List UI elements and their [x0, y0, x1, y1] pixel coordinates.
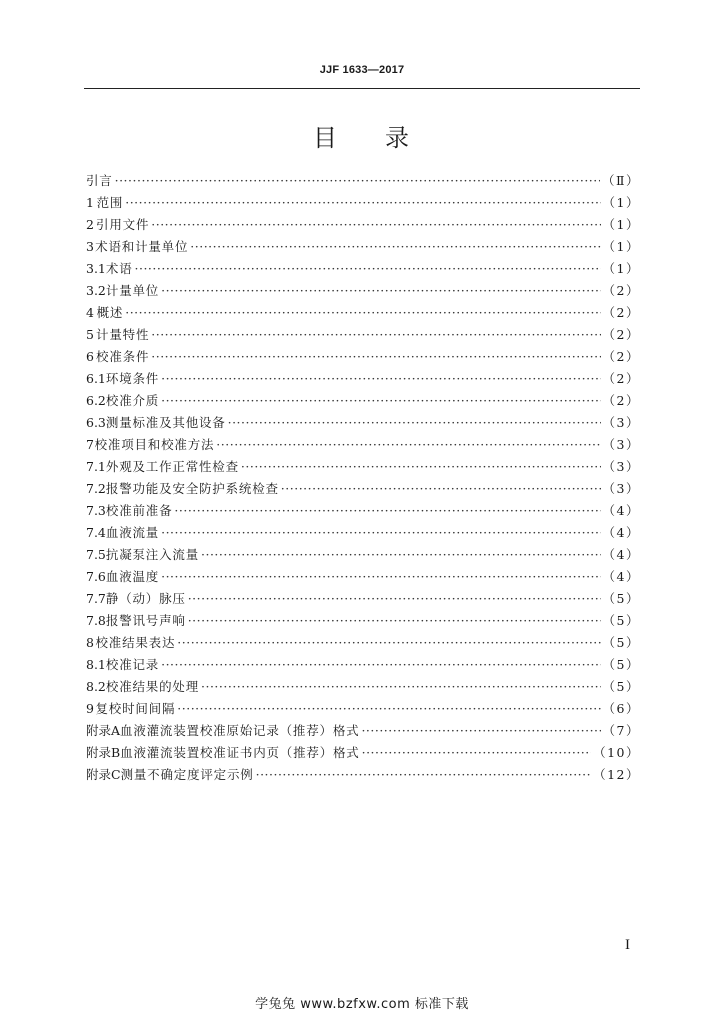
- toc-dot-leader: [228, 412, 601, 434]
- toc-dot-leader: [151, 346, 600, 368]
- toc-entry-label: 引言: [86, 173, 113, 188]
- toc-entry-page: （3）: [602, 437, 640, 452]
- toc-entry-number: 7.6: [86, 569, 106, 584]
- toc-entry[interactable]: [86, 632, 640, 654]
- toc-entry[interactable]: [86, 390, 640, 412]
- toc-entry-number: 附录A: [86, 723, 121, 738]
- toc-entry-number: 8.1: [86, 657, 106, 672]
- toc-entry-number: 6.1: [86, 371, 106, 386]
- toc-entry-label: 校准结果的处理: [105, 679, 199, 694]
- toc-dot-leader: [201, 676, 601, 698]
- toc-entry-page: （5）: [602, 679, 640, 694]
- toc-entry-page: （3）: [602, 481, 640, 496]
- toc-dot-leader: [361, 720, 600, 742]
- toc-entry[interactable]: [86, 588, 640, 610]
- header-rule: [84, 88, 640, 89]
- toc-entry-label: 校准结果表达: [95, 635, 176, 650]
- toc-entry[interactable]: [86, 720, 640, 742]
- toc-entry-page: （3）: [602, 459, 640, 474]
- toc-entry-page: （1）: [602, 195, 640, 210]
- toc-entry-number: 6.2: [86, 393, 106, 408]
- toc-entry-number: 1: [86, 195, 94, 210]
- toc-entry-number: 4: [86, 305, 94, 320]
- toc-entry-page: （7）: [602, 723, 640, 738]
- toc-entry-number: 附录B: [86, 745, 121, 760]
- toc-entry-label: 术语: [105, 261, 133, 276]
- toc-entry-label: 环境条件: [105, 371, 160, 386]
- toc-dot-leader: [151, 214, 600, 236]
- toc-entry-page: （10）: [593, 745, 640, 760]
- toc-entry-page: （Ⅱ）: [602, 173, 640, 188]
- toc-entry-label: 术语和计量单位: [95, 239, 189, 254]
- toc-entry-page: （1）: [602, 217, 640, 232]
- toc-entry-page: （2）: [602, 393, 640, 408]
- toc-entry-page: （1）: [602, 239, 640, 254]
- toc-entry[interactable]: [86, 764, 640, 786]
- toc-entry-page: （1）: [602, 261, 640, 276]
- toc-entry-number: 3: [86, 239, 94, 254]
- toc-dot-leader: [151, 324, 600, 346]
- toc-entry-label: 计量单位: [105, 283, 160, 298]
- toc-dot-leader: [177, 698, 600, 720]
- toc-entry-number: 6: [86, 349, 94, 364]
- toc-entry-page: （4）: [602, 569, 640, 584]
- toc-entry-page: （4）: [602, 503, 640, 518]
- toc-entry-number: 6.3: [86, 415, 106, 430]
- toc-dot-leader: [115, 170, 600, 192]
- toc-dot-leader: [281, 478, 601, 500]
- toc-entry-label: 血液流量: [105, 525, 160, 540]
- toc-entry-page: （6）: [602, 701, 640, 716]
- toc-dot-leader: [135, 258, 601, 280]
- toc-entry[interactable]: [86, 258, 640, 280]
- toc-entry[interactable]: [86, 478, 640, 500]
- toc-entry-label: 校准记录: [105, 657, 160, 672]
- toc-entry[interactable]: [86, 610, 640, 632]
- toc-entry-number: 7.8: [86, 613, 106, 628]
- toc-entry-page: （12）: [593, 767, 640, 782]
- toc-dot-leader: [362, 742, 592, 764]
- toc-entry-number: 3.1: [86, 261, 106, 276]
- toc-entry-page: （5）: [602, 591, 640, 606]
- toc-entry-number: 3.2: [86, 283, 106, 298]
- toc-entry-label: 概述: [96, 305, 124, 320]
- toc-entry-page: （4）: [602, 525, 640, 540]
- toc-entry-number: 7.5: [86, 547, 106, 562]
- toc-entry[interactable]: [86, 544, 640, 566]
- toc-entry-number: 8.2: [86, 679, 106, 694]
- toc-entry[interactable]: [86, 676, 640, 698]
- toc-entry[interactable]: [86, 236, 640, 258]
- table-of-contents: [86, 170, 640, 786]
- toc-entry[interactable]: [86, 698, 640, 720]
- toc-entry[interactable]: [86, 654, 640, 676]
- toc-entry[interactable]: [86, 456, 640, 478]
- toc-entry-page: （2）: [602, 283, 640, 298]
- toc-entry-number: 7.2: [86, 481, 106, 496]
- toc-entry-page: （4）: [602, 547, 640, 562]
- toc-entry-label: 复校时间间隔: [95, 701, 176, 716]
- toc-entry[interactable]: [86, 412, 640, 434]
- toc-entry-number: 7.1: [86, 459, 106, 474]
- toc-dot-leader: [241, 456, 601, 478]
- toc-entry-label: 外观及工作正常性检查: [105, 459, 239, 474]
- toc-entry-label: 范围: [96, 195, 124, 210]
- page-number: I: [625, 937, 630, 953]
- toc-entry[interactable]: [86, 500, 640, 522]
- toc-entry-page: （5）: [602, 613, 640, 628]
- toc-entry[interactable]: [86, 214, 640, 236]
- page-title-part2: 录: [385, 124, 411, 152]
- toc-entry-number: 7.4: [86, 525, 106, 540]
- toc-entry[interactable]: [86, 566, 640, 588]
- toc-entry-label: 测量不确定度评定示例: [120, 767, 254, 782]
- toc-entry[interactable]: [86, 324, 640, 346]
- toc-entry-label: 静（动）脉压: [105, 591, 186, 606]
- standard-code-header: JJF 1633—2017: [319, 64, 405, 76]
- toc-entry-label: 血液灌流装置校准证书内页（推荐）格式: [120, 745, 360, 760]
- toc-entry[interactable]: [86, 742, 640, 764]
- toc-dot-leader: [161, 522, 600, 544]
- toc-dot-leader: [174, 500, 600, 522]
- toc-entry-label: 测量标准及其他设备: [105, 415, 226, 430]
- toc-entry[interactable]: [86, 434, 640, 456]
- toc-entry-number: 2: [86, 217, 94, 232]
- toc-entry-number: 7.3: [86, 503, 106, 518]
- toc-dot-leader: [177, 632, 600, 654]
- toc-entry-number: 附录C: [86, 767, 121, 782]
- toc-entry[interactable]: [86, 192, 640, 214]
- toc-dot-leader: [161, 654, 600, 676]
- toc-entry[interactable]: [86, 302, 640, 324]
- toc-dot-leader: [201, 544, 601, 566]
- page-title-part1: 目: [313, 124, 339, 152]
- toc-entry[interactable]: [86, 522, 640, 544]
- toc-dot-leader: [188, 588, 601, 610]
- toc-entry-page: （2）: [602, 371, 640, 386]
- toc-entry-page: （2）: [602, 327, 640, 342]
- toc-entry-page: （5）: [602, 635, 640, 650]
- toc-entry-page: （5）: [602, 657, 640, 672]
- toc-entry-label: 计量特性: [96, 327, 150, 342]
- toc-dot-leader: [125, 192, 600, 214]
- toc-entry-label: 校准条件: [96, 349, 150, 364]
- toc-dot-leader: [161, 280, 600, 302]
- toc-dot-leader: [161, 566, 600, 588]
- toc-entry-label: 校准介质: [105, 393, 160, 408]
- toc-entry-number: 7: [86, 437, 94, 452]
- toc-dot-leader: [190, 236, 600, 258]
- toc-entry[interactable]: [86, 346, 640, 368]
- toc-entry[interactable]: [86, 280, 640, 302]
- toc-entry-number: 7.7: [86, 591, 106, 606]
- page-title: [0, 118, 724, 153]
- toc-entry[interactable]: [86, 368, 640, 390]
- toc-dot-leader: [161, 368, 600, 390]
- footer-watermark-text: 学兔兔 www.bzfxw.com 标准下载: [255, 997, 469, 1012]
- toc-entry-label: 报警讯号声响: [105, 613, 186, 628]
- toc-entry-label: 校准项目和校准方法: [94, 437, 215, 452]
- toc-dot-leader: [161, 390, 600, 412]
- toc-dot-leader: [216, 434, 600, 456]
- toc-entry[interactable]: [86, 170, 640, 192]
- toc-dot-leader: [125, 302, 600, 324]
- toc-dot-leader: [256, 764, 592, 786]
- toc-entry-label: 报警功能及安全防护系统检查: [105, 481, 279, 496]
- toc-entry-page: （2）: [602, 305, 640, 320]
- toc-entry-number: 9: [86, 701, 94, 716]
- toc-entry-label: 引用文件: [96, 217, 150, 232]
- toc-entry-number: 8: [86, 635, 94, 650]
- toc-entry-label: 血液灌流装置校准原始记录（推荐）格式: [120, 723, 360, 738]
- toc-entry-page: （3）: [602, 415, 640, 430]
- toc-dot-leader: [188, 610, 601, 632]
- toc-entry-page: （2）: [602, 349, 640, 364]
- toc-entry-label: 校准前准备: [105, 503, 173, 518]
- toc-entry-number: 5: [86, 327, 94, 342]
- toc-entry-label: 血液温度: [105, 569, 160, 584]
- toc-entry-label: 抗凝泵注入流量: [105, 547, 199, 562]
